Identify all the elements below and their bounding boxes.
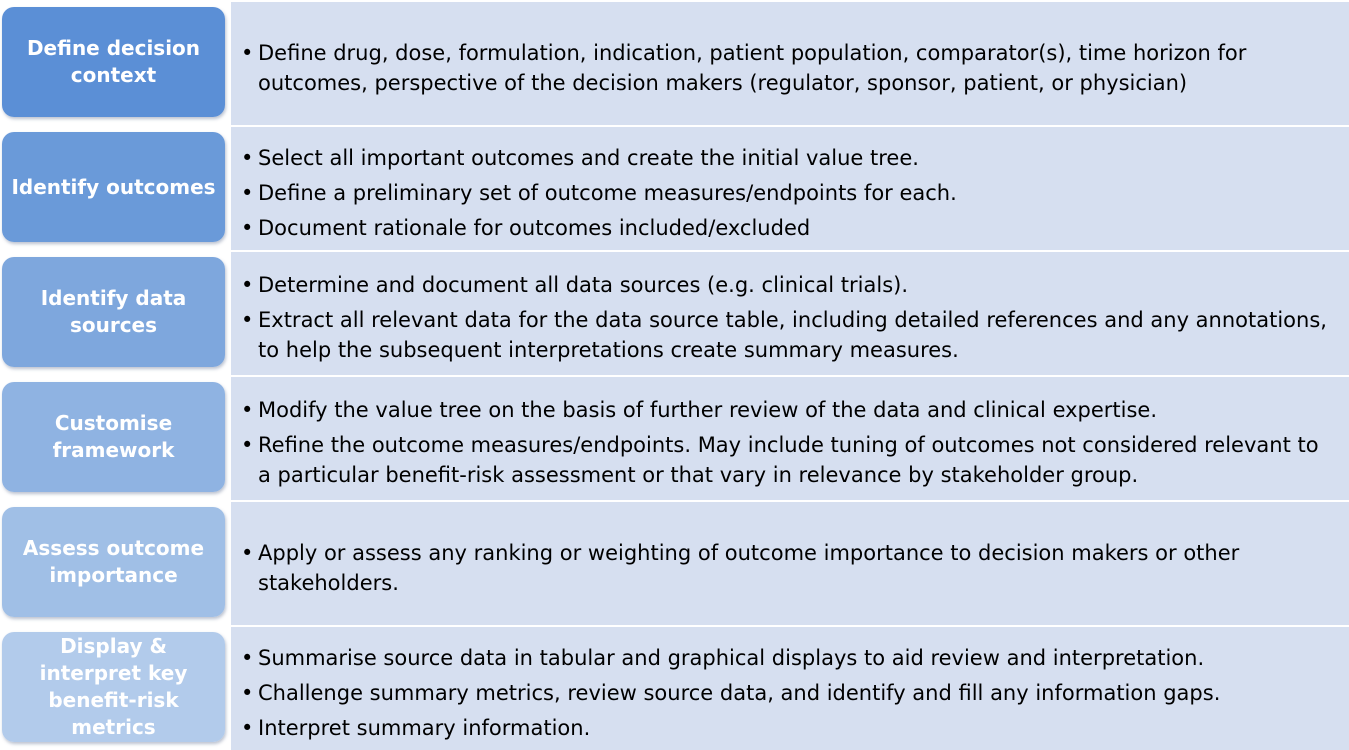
step-label: Identify outcomes: [11, 174, 216, 199]
bullet-item: • Interpret summary information.: [241, 713, 1329, 743]
bullet-item: • Define drug, dose, formulation, indication, patient population, comparator(s), time horizon for outcomes, perspective of the decision makers (regulator, sponsor, patient, or physician): [241, 38, 1329, 98]
step-details: [231, 627, 1349, 750]
step-details: [231, 2, 1349, 125]
step-details: [231, 502, 1349, 625]
step-box-display-interpret-metrics: [2, 632, 225, 742]
step-row-define-decision-context: [0, 2, 1349, 120]
step-row-identify-data-sources: [0, 252, 1349, 370]
bullet-item: • Extract all relevant data for the data source table, including detailed references and any annotations, to help the subsequent interpretations create summary measures.: [241, 305, 1329, 365]
step-box-assess-outcome-importance: [2, 507, 225, 617]
bullet-item: • Summarise source data in tabular and graphical displays to aid review and interpretation.: [241, 643, 1329, 673]
bullet-item: • Apply or assess any ranking or weighting of outcome importance to decision makers or other stakeholders.: [241, 538, 1329, 598]
bullet-item: • Define a preliminary set of outcome measures/endpoints for each.: [241, 178, 1329, 208]
step-label: Display & interpret key benefit-risk metrics: [39, 634, 188, 739]
bullet-item: • Challenge summary metrics, review source data, and identify and fill any information gaps.: [241, 678, 1329, 708]
step-label: Define decision context: [26, 36, 201, 87]
step-label: Assess outcome importance: [22, 536, 205, 587]
bullet-item: • Select all important outcomes and create the initial value tree.: [241, 143, 1329, 173]
step-details: [231, 377, 1349, 500]
step-box-define-decision-context: [2, 7, 225, 117]
step-label: Customise framework: [52, 411, 175, 462]
bullet-item: • Refine the outcome measures/endpoints. May include tuning of outcomes not considered relevant to a particular benefit-risk assessment or that vary in relevance by stakeholder group.: [241, 430, 1329, 490]
bullet-item: • Modify the value tree on the basis of further review of the data and clinical expertise.: [241, 395, 1329, 425]
step-row-assess-outcome-importance: [0, 502, 1349, 620]
bullet-item: • Determine and document all data sources (e.g. clinical trials).: [241, 270, 1329, 300]
step-row-identify-outcomes: [0, 127, 1349, 245]
step-row-customise-framework: [0, 377, 1349, 495]
step-box-identify-data-sources: [2, 257, 225, 367]
step-details: [231, 252, 1349, 375]
step-box-identify-outcomes: [2, 132, 225, 242]
step-details: [231, 127, 1349, 250]
step-box-customise-framework: [2, 382, 225, 492]
bullet-item: • Document rationale for outcomes included/excluded: [241, 213, 1329, 243]
step-row-display-interpret-metrics: [0, 627, 1349, 745]
step-label: Identify data sources: [40, 286, 187, 337]
